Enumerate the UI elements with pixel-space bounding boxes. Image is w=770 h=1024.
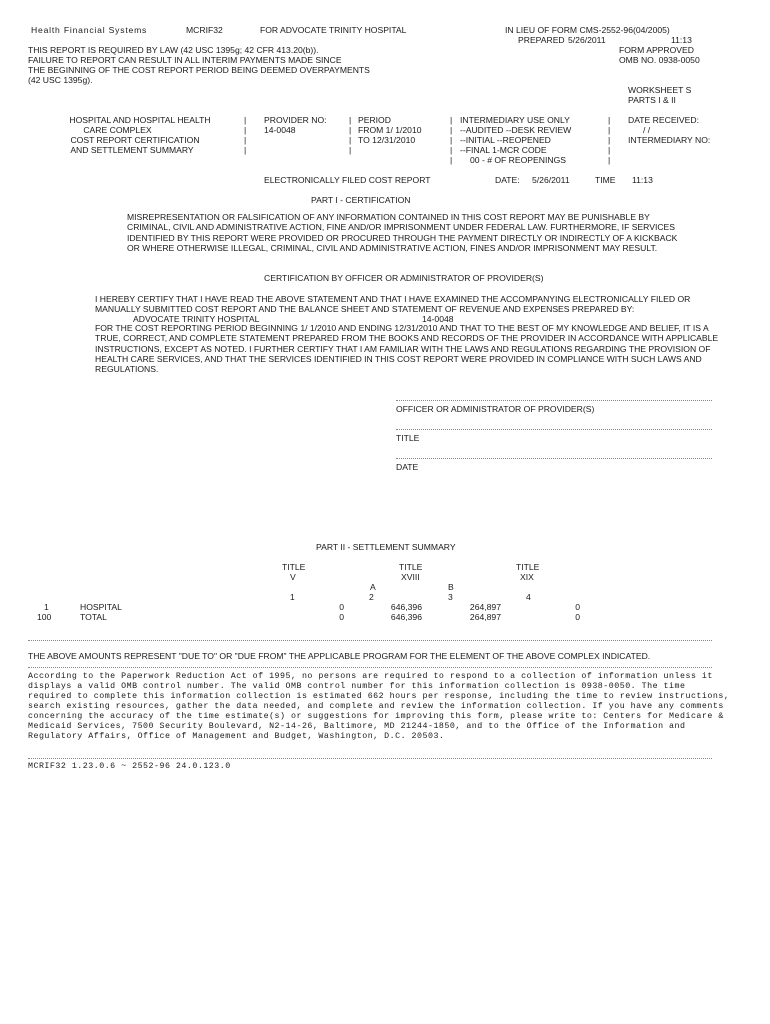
certification-title: CERTIFICATION BY OFFICER OR ADMINISTRATOR OF PROVIDER(S) bbox=[264, 273, 544, 283]
intermediary-line: --INITIAL --REOPENED bbox=[460, 135, 551, 145]
hospital-heading: FOR ADVOCATE TRINITY HOSPITAL bbox=[260, 25, 407, 35]
intermediary-no-label: INTERMEDIARY NO: bbox=[628, 135, 711, 145]
law-line-2: FAILURE TO REPORT CAN RESULT IN ALL INTERIM PAYMENTS MADE SINCE bbox=[28, 55, 342, 65]
separator: | bbox=[450, 125, 453, 135]
paperwork-line: concerning the accuracy of the time estimate(s) or suggestions for improving this form, please write to: Centers for Medicare & bbox=[28, 712, 724, 721]
omb-number: OMB NO. 0938-0050 bbox=[619, 55, 700, 65]
period-from: FROM 1/ 1/2010 bbox=[358, 125, 422, 135]
provider-no-label: PROVIDER NO: bbox=[264, 115, 327, 125]
intermediary-line: 00 - # OF REOPENINGS bbox=[470, 155, 566, 165]
paperwork-line: Regulatory Affairs, Office of Management and Budget, Washington, D.C. 20503. bbox=[28, 732, 445, 741]
certification-provider-name: ADVOCATE TRINITY HOSPITAL bbox=[133, 314, 260, 324]
part1-title: PART I - CERTIFICATION bbox=[311, 195, 411, 205]
certification-body: FOR THE COST REPORTING PERIOD BEGINNING 1/ 1/2010 AND ENDING 12/31/2010 AND THAT TO THE BEST OF MY KNOWLEDGE AND BELIEF, IT IS A TRUE, CORRECT, AND COMPLETE STATEMENT PREPARED FROM THE BOOKS AND RECORDS OF THE PROVIDER IN ACCORDANCE WITH APPLICABLE INSTRUCTIONS, EXCEPT AS NOTED. I FURTHER CERTIFY THAT I AM FAMILIAR WITH THE LAWS AND REGULATIONS REGARDING THE PROVISION OF HEALTH CARE SERVICES, AND THAT THE SERVICES IDENTIFIED IN THIS COST REPORT WERE PROVIDED IN COMPLIANCE WITH SUCH LAWS AND REGULATIONS. bbox=[95, 323, 719, 375]
separator: | bbox=[349, 115, 352, 125]
separator: | bbox=[244, 125, 247, 135]
row-line-number: 100 bbox=[37, 612, 52, 622]
separator: | bbox=[244, 135, 247, 145]
col-number: 4 bbox=[526, 592, 531, 602]
separator: | bbox=[349, 125, 352, 135]
provider-no-value: 14-0048 bbox=[264, 125, 296, 135]
period-label: PERIOD bbox=[358, 115, 391, 125]
separator: | bbox=[608, 145, 611, 155]
row-value-b: 264,897 bbox=[469, 602, 501, 612]
period-to: TO 12/31/2010 bbox=[358, 135, 416, 145]
col-title-xviii: TITLE bbox=[399, 562, 423, 572]
divider bbox=[28, 640, 712, 641]
row-value-b: 264,897 bbox=[469, 612, 501, 622]
signature-officer-label: OFFICER OR ADMINISTRATOR OF PROVIDER(S) bbox=[396, 404, 595, 414]
report-title-line: HOSPITAL AND HOSPITAL HEALTH bbox=[69, 115, 211, 125]
separator: | bbox=[450, 135, 453, 145]
worksheet-label: WORKSHEET S bbox=[628, 85, 692, 95]
row-value-v: 0 bbox=[339, 612, 344, 622]
separator: | bbox=[450, 155, 453, 165]
row-value-xix: 0 bbox=[575, 612, 580, 622]
parts-label: PARTS I & II bbox=[628, 95, 676, 105]
col-xix: XIX bbox=[520, 572, 534, 582]
certification-provider-no: 14-0048 bbox=[422, 314, 454, 324]
prepared-label: PREPARED bbox=[518, 35, 565, 45]
intermediary-line: --AUDITED --DESK REVIEW bbox=[460, 125, 572, 135]
date-line bbox=[396, 458, 712, 459]
col-sub-a: A bbox=[370, 582, 376, 592]
separator: | bbox=[608, 125, 611, 135]
row-value-a: 646,396 bbox=[390, 612, 422, 622]
separator: | bbox=[608, 135, 611, 145]
filed-label: ELECTRONICALLY FILED COST REPORT bbox=[264, 175, 431, 185]
row-value-v: 0 bbox=[339, 602, 344, 612]
intermediary-line: --FINAL 1-MCR CODE bbox=[460, 145, 547, 155]
filed-date-label: DATE: bbox=[495, 175, 520, 185]
col-sub-b: B bbox=[448, 582, 454, 592]
col-title-v: TITLE bbox=[282, 562, 306, 572]
title-line bbox=[396, 429, 712, 430]
prepared-time: 11:13 bbox=[671, 35, 692, 45]
report-title-line: CARE COMPLEX bbox=[83, 125, 152, 135]
report-title-line: AND SETTLEMENT SUMMARY bbox=[70, 145, 194, 155]
paperwork-line: search existing resources, gather the data needed, and complete and review the information collection. If you have any comments bbox=[28, 702, 724, 711]
filed-time-label: TIME bbox=[595, 175, 616, 185]
col-number: 1 bbox=[290, 592, 295, 602]
form-number: IN LIEU OF FORM CMS-2552-96(04/2005) bbox=[505, 25, 670, 35]
separator: | bbox=[450, 145, 453, 155]
separator: | bbox=[349, 145, 352, 155]
separator: | bbox=[244, 115, 247, 125]
divider bbox=[28, 667, 712, 668]
row-label: TOTAL bbox=[80, 612, 107, 622]
vendor-name: Health Financial Systems bbox=[31, 25, 148, 35]
paperwork-line: Medicaid Services, 7500 Security Boulevard, N2-14-26, Baltimore, MD 21244-1850, and to the Office of the Information and bbox=[28, 722, 686, 731]
separator: | bbox=[608, 115, 611, 125]
date-received-label: DATE RECEIVED: bbox=[628, 115, 699, 125]
paperwork-line: required to complete this information collection is estimated 662 hours per response, including the time to review instructions, bbox=[28, 692, 730, 701]
system-code: MCRIF32 bbox=[186, 25, 223, 35]
col-v: V bbox=[290, 572, 296, 582]
row-label: HOSPITAL bbox=[80, 602, 122, 612]
paperwork-line: According to the Paperwork Reduction Act of 1995, no persons are required to respond to a collection of information unless it bbox=[28, 672, 713, 681]
row-value-xix: 0 bbox=[575, 602, 580, 612]
paperwork-line: displays a valid OMB control number. The valid OMB control number for this information collection is 0938-0050. The time bbox=[28, 682, 686, 691]
col-number: 3 bbox=[448, 592, 453, 602]
col-xviii: XVIII bbox=[401, 572, 420, 582]
separator: | bbox=[244, 145, 247, 155]
col-title-xix: TITLE bbox=[516, 562, 540, 572]
filed-date: 5/26/2011 bbox=[532, 175, 570, 185]
divider bbox=[28, 758, 712, 759]
misrepresentation-warning: MISREPRESENTATION OR FALSIFICATION OF ANY INFORMATION CONTAINED IN THIS COST REPORT MAY BE PUNISHABLE BY CRIMINAL, CIVIL AND ADMINISTRATIVE ACTION, FINE AND/OR IMPRISONMENT UNDER FEDERAL LAW. FURTHERMORE, IF SERVICES IDENTIFIED BY THIS REPORT WERE PROVIDED OR PROCURED THROUGH THE PAYMENT DIRECTLY OR INDIRECTLY OF A KICKBACK OR WHERE OTHERWISE ILLEGAL, CRIMINAL, CIVIL AND ADMINISTRATIVE ACTION, FINES AND/OR IMPRISONMENT MAY RESULT. bbox=[127, 212, 678, 253]
row-line-number: 1 bbox=[44, 602, 49, 612]
amounts-note: THE ABOVE AMOUNTS REPRESENT "DUE TO" OR "DUE FROM" THE APPLICABLE PROGRAM FOR THE ELEMENT OF THE ABOVE COMPLEX INDICATED. bbox=[28, 651, 651, 661]
certification-line-2: MANUALLY SUBMITTED COST REPORT AND THE BALANCE SHEET AND STATEMENT OF REVENUE AND EXPENSES PREPARED BY: bbox=[95, 304, 635, 314]
intermediary-use-only: INTERMEDIARY USE ONLY bbox=[460, 115, 570, 125]
separator: | bbox=[349, 135, 352, 145]
signature-date-label: DATE bbox=[396, 462, 419, 472]
prepared-date: 5/26/2011 bbox=[568, 35, 606, 45]
row-value-a: 646,396 bbox=[390, 602, 422, 612]
law-line-3: THE BEGINNING OF THE COST REPORT PERIOD BEING DEEMED OVERPAYMENTS bbox=[28, 65, 370, 75]
report-title-line: COST REPORT CERTIFICATION bbox=[70, 135, 200, 145]
separator: | bbox=[450, 115, 453, 125]
part2-title: PART II - SETTLEMENT SUMMARY bbox=[316, 542, 456, 552]
signature-title-label: TITLE bbox=[396, 433, 420, 443]
filed-time: 11:13 bbox=[632, 175, 653, 185]
law-line-4: (42 USC 1395g). bbox=[28, 75, 93, 85]
certification-line-1: I HEREBY CERTIFY THAT I HAVE READ THE ABOVE STATEMENT AND THAT I HAVE EXAMINED THE ACCOMPANYING ELECTRONICALLY FILED OR bbox=[95, 294, 691, 304]
footer-version: MCRIF32 1.23.0.6 ~ 2552-96 24.0.123.0 bbox=[28, 762, 231, 771]
form-approved: FORM APPROVED bbox=[619, 45, 694, 55]
law-line-1: THIS REPORT IS REQUIRED BY LAW (42 USC 1395g; 42 CFR 413.20(b)). bbox=[28, 45, 319, 55]
col-number: 2 bbox=[369, 592, 374, 602]
signature-line bbox=[396, 400, 712, 401]
date-received-value: / / bbox=[643, 125, 651, 135]
separator: | bbox=[608, 155, 611, 165]
